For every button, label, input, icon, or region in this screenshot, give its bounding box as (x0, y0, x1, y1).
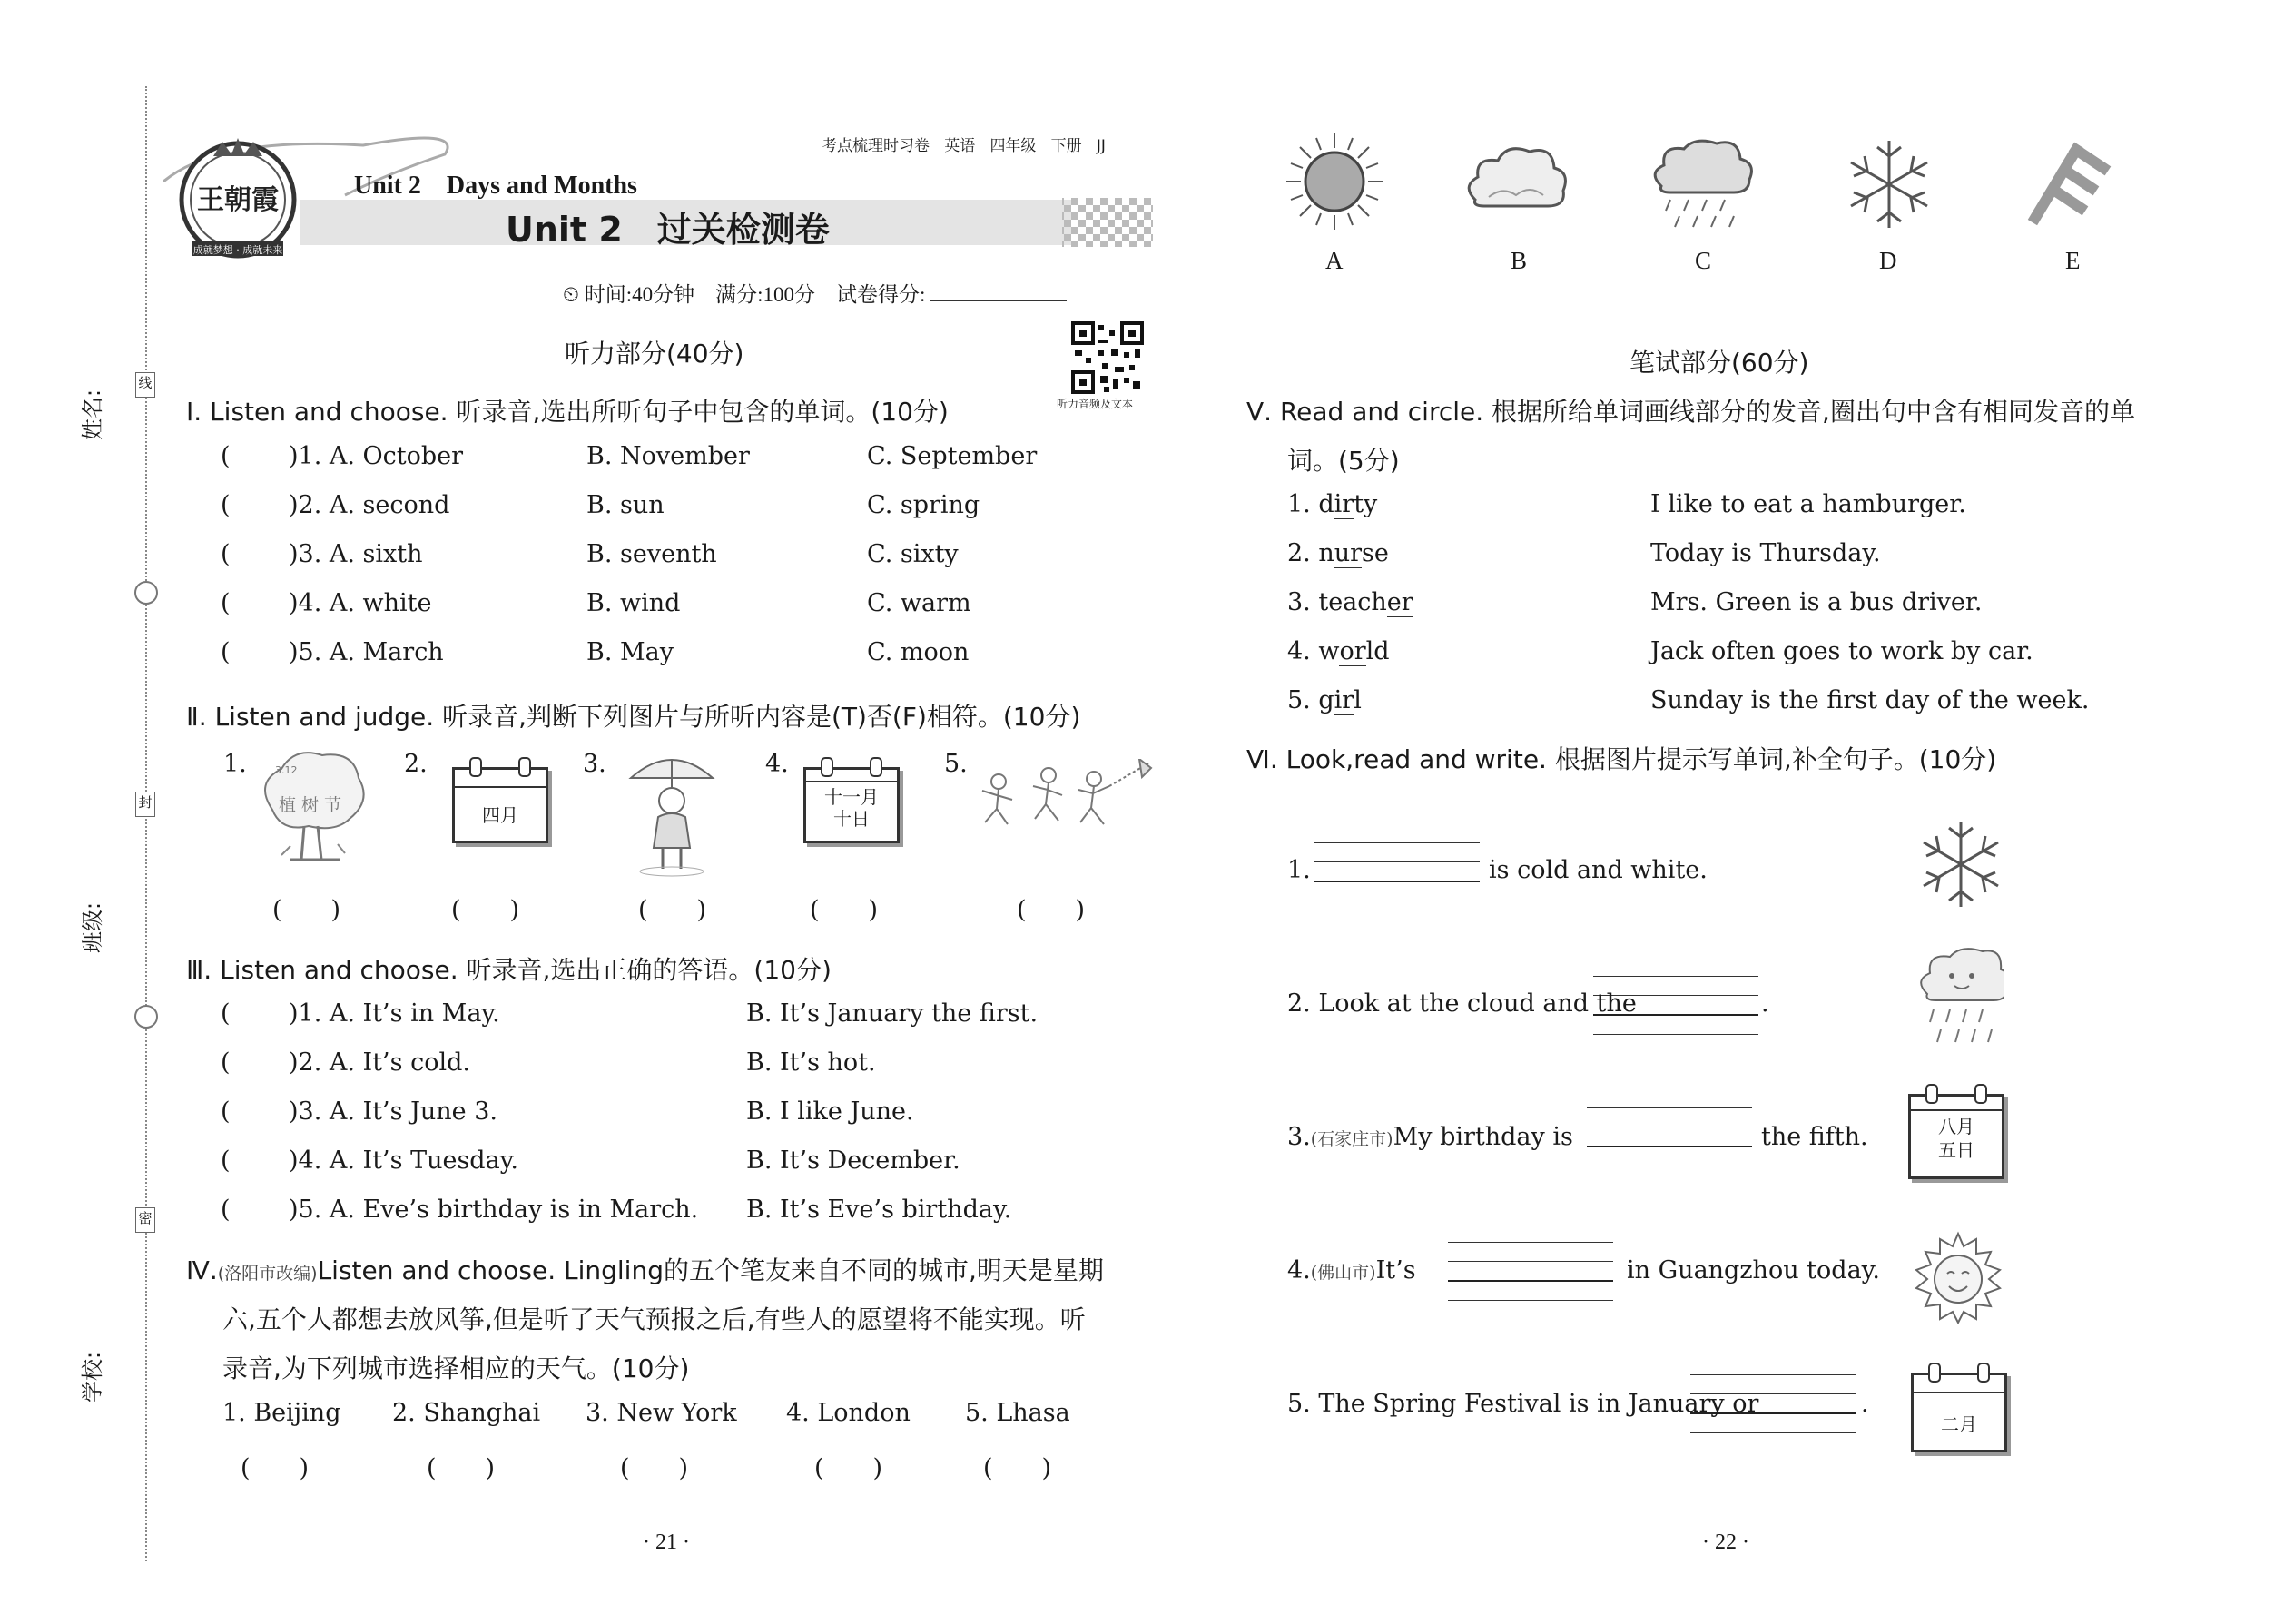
series-name: 考点梳理时习卷 (822, 137, 930, 155)
tree-label: 植 树 节 (279, 795, 342, 815)
sec5-sentence[interactable]: Jack often goes to work by car. (1650, 637, 2033, 665)
sec3-option-b: B. It’s hot. (746, 1048, 876, 1077)
kids-running-kites-picture (971, 759, 1153, 841)
sec5-word: 1. dirty (1287, 490, 1378, 518)
city-beijing: 1. Beijing (222, 1399, 341, 1427)
sec2-num-4: 4. (765, 750, 789, 778)
sec3-option-b: B. It’s December. (746, 1147, 960, 1175)
sec3-paren[interactable]: ( (221, 1147, 231, 1175)
school-label: 学校: (80, 1351, 105, 1403)
unit-title: Unit 2 过关检测卷 (506, 210, 830, 250)
subject: 英语 (944, 137, 976, 155)
sec1-paren[interactable]: ( (221, 638, 231, 666)
calendar-april-text: 四月 (482, 804, 518, 826)
snowflake-icon (1841, 136, 1937, 232)
grade: 四年级 (989, 137, 1037, 155)
sec3-option-a: )4. A. It’s Tuesday. (289, 1147, 518, 1175)
binding-hole-1 (134, 581, 158, 605)
sec5-word: 3. teacher (1287, 588, 1413, 616)
sec1-option-a: )4. A. white (289, 589, 432, 617)
q1-number: 1. (1287, 856, 1311, 884)
unit-subtitle: Unit 2 Days and Months (354, 172, 637, 200)
sec4-answer-1[interactable]: ( ) (241, 1454, 310, 1482)
sec3-option-b: B. It’s Eve’s birthday. (746, 1196, 1012, 1224)
q1-writing-lines[interactable] (1314, 824, 1480, 901)
q2-cloud-rain-icon (1914, 944, 2004, 1058)
q4-text: It’s (1375, 1256, 1416, 1284)
header-meta (822, 133, 1106, 155)
q5-text: 5. The Spring Festival is in January or (1287, 1390, 1759, 1418)
sec1-option-c: C. sixty (867, 540, 959, 568)
sec4-line1-text: Listen and choose. Lingling的五个笔友来自不同的城市,明天是星期 (317, 1255, 1104, 1285)
sec1-option-a: )2. A. second (289, 491, 450, 519)
sec4-source: (洛阳市改编) (217, 1264, 318, 1284)
sec1-heading: Ⅰ. Listen and choose. 听录音,选出所听句子中包含的单词。(10分) (186, 397, 949, 427)
city-new-york: 3. New York (586, 1399, 737, 1427)
sec4-line2: 六,五个人都想去放风筝,但是听了天气预报之后,有些人的愿望将不能实现。听 (222, 1304, 1086, 1334)
city-lhasa: 5. Lhasa (965, 1399, 1070, 1427)
sec1-option-c: C. moon (867, 638, 970, 666)
sec4-answer-4[interactable]: ( ) (814, 1454, 883, 1482)
sec5-word: 2. nurse (1287, 539, 1389, 567)
city-london: 4. London (786, 1399, 911, 1427)
sec1-option-c: C. spring (867, 491, 980, 519)
sec3-option-a: )2. A. It’s cold. (289, 1048, 470, 1077)
qr-caption: 听力音频及文本 (1057, 398, 1134, 410)
weather-option-c: C (1695, 247, 1712, 274)
sec1-option-b: B. wind (586, 589, 681, 617)
weather-option-a: A (1325, 247, 1344, 274)
sec1-option-a: )5. A. March (289, 638, 444, 666)
weather-option-e: E (2065, 247, 2081, 274)
sec4-line1 (186, 1251, 1104, 1287)
q2-end: . (1761, 989, 1769, 1018)
term: 下册 (1050, 137, 1082, 155)
city-shanghai: 2. Shanghai (392, 1399, 541, 1427)
svg-text:王朝霞: 王朝霞 (197, 184, 279, 216)
q3-calendar-line2: 五日 (1938, 1139, 1974, 1161)
time-info-text: 时间:40分钟 满分:100分 试卷得分: (584, 283, 926, 306)
clock-icon: ⏲ (563, 283, 579, 306)
sec2-answer-4[interactable]: ( ) (810, 896, 879, 924)
sec2-answer-1[interactable]: ( ) (272, 896, 341, 924)
calendar-nov-line2: 十日 (833, 808, 870, 830)
q5-end: . (1861, 1390, 1869, 1418)
sec6-heading: Ⅵ. Look,read and write. 根据图片提示写单词,补全句子。(10分) (1246, 744, 1997, 774)
sec5-word: 5. girl (1287, 686, 1362, 714)
weather-option-b: B (1511, 247, 1528, 274)
q5-calendar-icon (1911, 1373, 2007, 1452)
sec2-heading: Ⅱ. Listen and judge. 听录音,判断下列图片与所听内容是(T)否(F)相符。(10分) (186, 702, 1081, 732)
q4-sunny-face-icon (1911, 1230, 2005, 1324)
calendar-nov-line1: 十一月 (824, 786, 879, 808)
cloud-icon (1462, 141, 1570, 222)
sec4-num: Ⅳ. (186, 1255, 218, 1285)
q3-line (1287, 1123, 1573, 1151)
publisher-logo (172, 134, 309, 271)
sec1-paren[interactable]: ( (221, 442, 231, 470)
svg-text:成就梦想 · 成就未来: 成就梦想 · 成就未来 (192, 244, 283, 256)
sec3-option-a: )3. A. It’s June 3. (289, 1097, 498, 1126)
calendar-november-icon (803, 767, 900, 843)
sec1-paren[interactable]: ( (221, 589, 231, 617)
sec3-heading: Ⅲ. Listen and choose. 听录音,选出正确的答语。(10分) (186, 955, 832, 985)
sec4-answer-2[interactable]: ( ) (427, 1454, 496, 1482)
sec4-answer-5[interactable]: ( ) (983, 1454, 1052, 1482)
sec2-answer-3[interactable]: ( ) (638, 896, 707, 924)
q3-source: (石家庄市) (1310, 1129, 1393, 1149)
girl-umbrella-picture (622, 746, 722, 878)
sec5-heading-1: Ⅴ. Read and circle. 根据所给单词画线部分的发音,圈出句中含有相同发音的单 (1246, 397, 2135, 427)
class-label: 班级: (80, 901, 105, 953)
sec2-answer-2[interactable]: ( ) (451, 896, 520, 924)
q4-source: (佛山市) (1310, 1263, 1376, 1283)
sec5-sentence[interactable]: I like to eat a hamburger. (1650, 490, 1966, 518)
sec4-answer-3[interactable]: ( ) (620, 1454, 689, 1482)
sec2-num-5: 5. (944, 750, 968, 778)
q4-number: 4. (1287, 1256, 1311, 1284)
q3-calendar-icon (1908, 1094, 2004, 1179)
sec5-heading-2: 词。(5分) (1287, 446, 1400, 476)
qr-code-icon (1071, 321, 1144, 394)
sec3-option-a: )1. A. It’s in May. (289, 999, 500, 1028)
listening-title: 听力部分(40分) (565, 339, 744, 369)
q1-text: is cold and white. (1489, 856, 1708, 884)
page-number-left: · 21 · (643, 1530, 690, 1554)
writing-title: 笔试部分(60分) (1629, 348, 1809, 378)
sec4-line3: 录音,为下列城市选择相应的天气。(10分) (222, 1353, 690, 1383)
sec1-option-b: B. November (586, 442, 750, 470)
q3-end: the fifth. (1761, 1123, 1868, 1151)
q4-end: in Guangzhou today. (1627, 1256, 1880, 1284)
sec5-sentence[interactable]: Mrs. Green is a bus driver. (1650, 588, 1983, 616)
score-blank (930, 300, 1067, 301)
q3-calendar-line1: 八月 (1938, 1116, 1974, 1137)
rain-icon (1648, 136, 1757, 236)
edition: JJ (1096, 137, 1106, 155)
binding-dotted-line (145, 86, 147, 1561)
sec2-num-3: 3. (583, 750, 606, 778)
sec1-paren[interactable]: ( (221, 491, 231, 519)
sec5-sentence[interactable]: Sunday is the first day of the week. (1650, 686, 2090, 714)
sec1-option-b: B. sun (586, 491, 665, 519)
q3-number: 3. (1287, 1123, 1311, 1151)
q3-text: My birthday is (1393, 1123, 1573, 1151)
sec2-num-1: 1. (223, 750, 247, 778)
sec1-option-c: C. September (867, 442, 1038, 470)
seal-mark-1: 线 (135, 372, 155, 398)
seal-mark-3: 密 (135, 1207, 155, 1233)
q4-writing-lines[interactable] (1448, 1224, 1613, 1301)
q1-snowflake-icon (1914, 817, 2008, 911)
sec3-option-b: B. I like June. (746, 1097, 914, 1126)
sec1-option-b: B. seventh (586, 540, 717, 568)
sec1-option-a: )3. A. sixth (289, 540, 423, 568)
sec3-option-b: B. It’s January the first. (746, 999, 1039, 1028)
name-label: 姓名: (80, 389, 105, 440)
sec3-option-a: )5. A. Eve’s birthday is in March. (289, 1196, 699, 1224)
sec2-num-2: 2. (404, 750, 428, 778)
binding-hole-2 (134, 1005, 158, 1029)
tree-date: 3.12 (275, 764, 298, 776)
q3-writing-lines[interactable] (1587, 1089, 1752, 1166)
sec5-word: 4. world (1287, 637, 1390, 665)
wind-icon (2026, 141, 2117, 231)
sec3-paren[interactable]: ( (221, 1048, 231, 1077)
q4-line (1287, 1256, 1416, 1284)
sec1-option-c: C. warm (867, 589, 971, 617)
weather-option-d: D (1879, 247, 1897, 274)
seal-mark-2: 封 (135, 792, 155, 817)
q2-text: 2. Look at the cloud and the (1287, 989, 1637, 1018)
sec1-paren[interactable]: ( (221, 540, 231, 568)
sec1-option-a: )1. A. October (289, 442, 464, 470)
calendar-april-icon (452, 767, 548, 843)
sec1-option-b: B. May (586, 638, 674, 666)
sec3-paren[interactable]: ( (221, 999, 231, 1028)
page-number-right: · 22 · (1702, 1530, 1749, 1554)
sun-icon (1285, 132, 1384, 231)
time-info (563, 278, 1067, 308)
sec5-sentence[interactable]: Today is Thursday. (1650, 539, 1881, 567)
sec2-answer-5[interactable]: ( ) (1017, 896, 1086, 924)
sec3-paren[interactable]: ( (221, 1097, 231, 1126)
q5-calendar-text: 二月 (1941, 1413, 1977, 1435)
sec3-paren[interactable]: ( (221, 1196, 231, 1224)
